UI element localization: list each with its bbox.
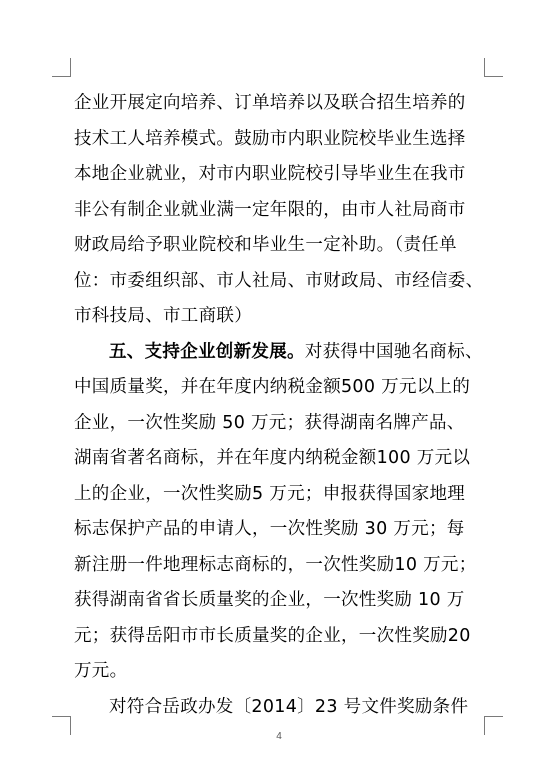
text-line: 湖南省著名商标，并在年度内纳税金额100 万元以 [74,448,471,468]
text-line: 非公有制企业就业满一定年限的，由市人社局商市 [74,199,466,220]
text-line: 新注册一件地理标志商标的，一次性奖励10 万元； [74,554,477,575]
text-line: 本地企业就业，对市内职业院校引导毕业生在我市 [74,164,466,184]
text-line: 元；获得岳阳市市长质量奖的企业，一次性奖励20 [74,625,471,646]
text-line: 市科技局、市工商联） [74,306,252,326]
text-line: 中国质量奖，并在年度内纳税金额500 万元以上的 [74,377,471,397]
text-line: 万元。 [74,661,128,681]
text-line: 位：市委组织部、市人社局、市财政局、市经信委、 [74,270,484,291]
crop-mark-top-right [484,58,503,77]
paragraph-first-line: 对符合岳政办发〔2014〕23 号文件奖励条件 [109,696,469,717]
section-heading-line [74,335,494,371]
page-number: 4 [276,731,282,742]
text-line: 获得湖南省省长质量奖的企业，一次性奖励 10 万 [74,590,465,610]
section-heading: 五、支持企业创新发展。 [109,341,305,362]
crop-mark-top-left [52,58,71,77]
body-text [74,86,494,725]
text-line: 企业，一次性奖励 50 万元；获得湖南名牌产品、 [74,412,465,433]
text-line: 标志保护产品的申请人，一次性奖励 30 万元；每 [74,519,465,539]
text-line: 上的企业，一次性奖励5 万元；申报获得国家地理 [74,483,466,504]
text-line: 企业开展定向培养、订单培养以及联合招生培养的 [74,93,466,113]
text-line: 财政局给予职业院校和毕业生一定补助。（责任单 [74,235,457,255]
section-heading-rest: 对获得中国驰名商标、 [304,341,483,362]
text-line: 技术工人培养模式。鼓励市内职业院校毕业生选择 [74,128,466,149]
